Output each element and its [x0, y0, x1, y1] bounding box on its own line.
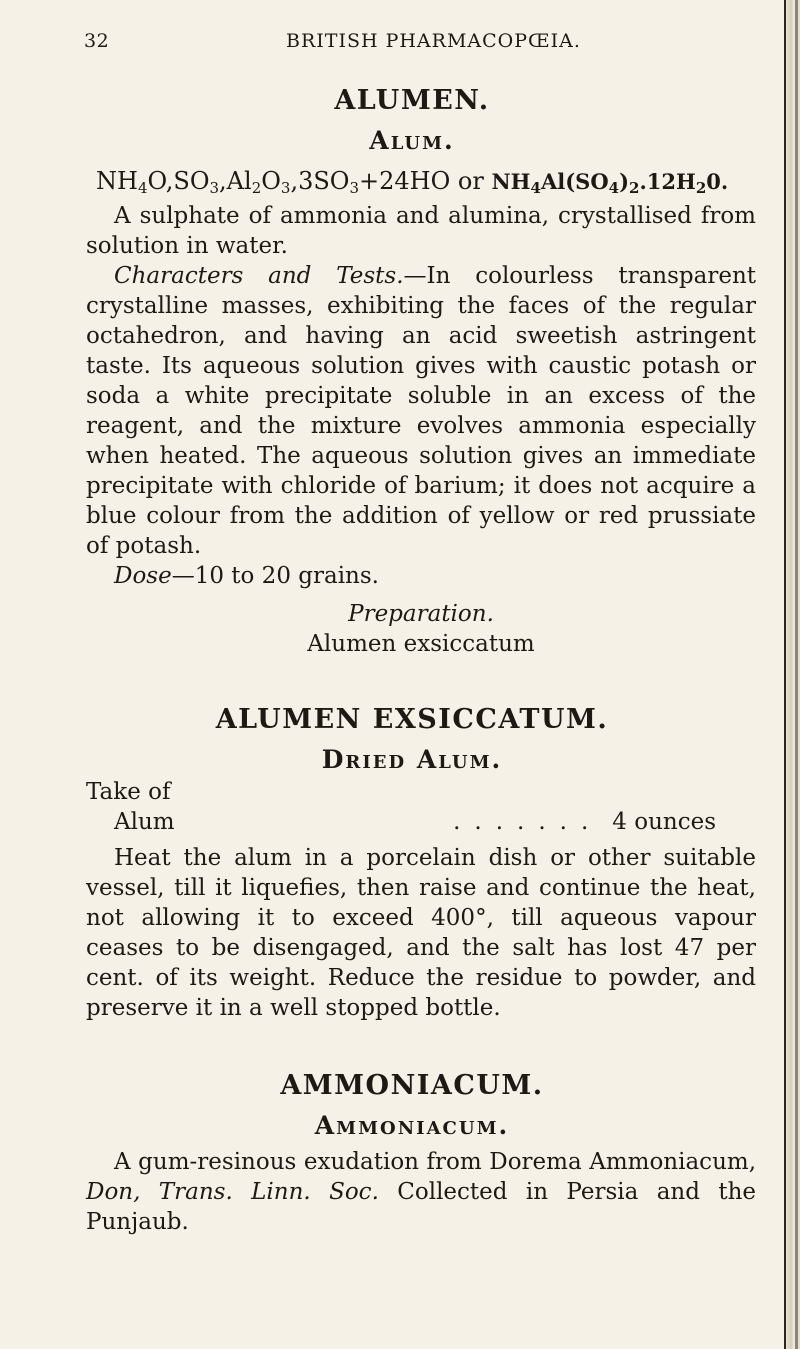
characters-label: Characters and Tests.	[114, 263, 404, 289]
ingredient-name: Alum	[114, 809, 175, 835]
ammoniacum-paragraph	[86, 1147, 756, 1237]
section-alumen-exsiccatum	[56, 703, 768, 1023]
book-gutter	[784, 0, 800, 1349]
preparation-heading: Preparation.	[348, 601, 494, 627]
botanical-authority: Don, Trans. Linn. Soc.	[86, 1179, 379, 1205]
page-number: 32	[84, 30, 110, 52]
running-header	[56, 0, 768, 60]
section-alumen	[56, 84, 768, 659]
section-title: ALUMEN.	[334, 85, 490, 116]
page-content	[56, 0, 768, 1237]
section-subtitle: Ammoniacum.	[314, 1111, 510, 1140]
characters-text: —In colourless transparent crystalline masses, exhibiting the faces of the regular octahedron, and having an acid sweetish astringent taste. Its aqueous solution gives with caustic potash or soda a white precipitate soluble in an excess of the reagent, and the mixture evolves ammonia especially when heated. The aqueous solution gives an immediate precipitate with chloride of barium; it does not acquire a blue colour from the addition of yellow or red prussiate of potash.	[86, 263, 756, 559]
dose-label: Dose	[114, 563, 172, 589]
method-paragraph: Heat the alum in a porcelain dish or other suitable vessel, till it liquefies, then raise and continue the heat, not allowing it to exceed 400°, till aqueous vapour ceases to be disengaged, and the salt has lost 47 per cent. of its weight. Reduce the residue to powder, and preserve it in a well stopped bottle.	[86, 845, 756, 1021]
take-of-label: Take of	[86, 779, 171, 805]
ammoniacum-text-2: Collected in Persia and the Punjaub.	[86, 1179, 756, 1235]
preparation-item: Alumen exsiccatum	[307, 631, 535, 657]
characters-paragraph	[86, 261, 756, 561]
running-title: BRITISH PHARMACOPŒIA.	[286, 30, 581, 52]
chemical-formula: $NH_4O,SO_3,Al_2O_3,3SO_3+24HO$ or $NH_4Al(SO_4)_2.12H_20$.	[96, 167, 729, 197]
section-ammoniacum	[56, 1069, 768, 1237]
section-title: AMMONIACUM.	[280, 1070, 544, 1101]
section-title: ALUMEN EXSICCATUM.	[215, 704, 609, 735]
leader-dots: .......	[453, 809, 603, 835]
section-subtitle: Dried Alum.	[321, 745, 503, 774]
dose-text: —10 to 20 grains.	[171, 563, 379, 589]
section-subtitle: Alum.	[369, 126, 455, 155]
ingredient-quantity: 4 ounces	[612, 809, 716, 835]
description-paragraph: A sulphate of ammonia and alumina, crystallised from solution in water.	[86, 203, 756, 259]
ingredient-row	[86, 807, 756, 837]
dose-paragraph	[86, 561, 756, 591]
ammoniacum-text-1: A gum-resinous exudation from Dorema Ammoniacum,	[114, 1149, 756, 1175]
